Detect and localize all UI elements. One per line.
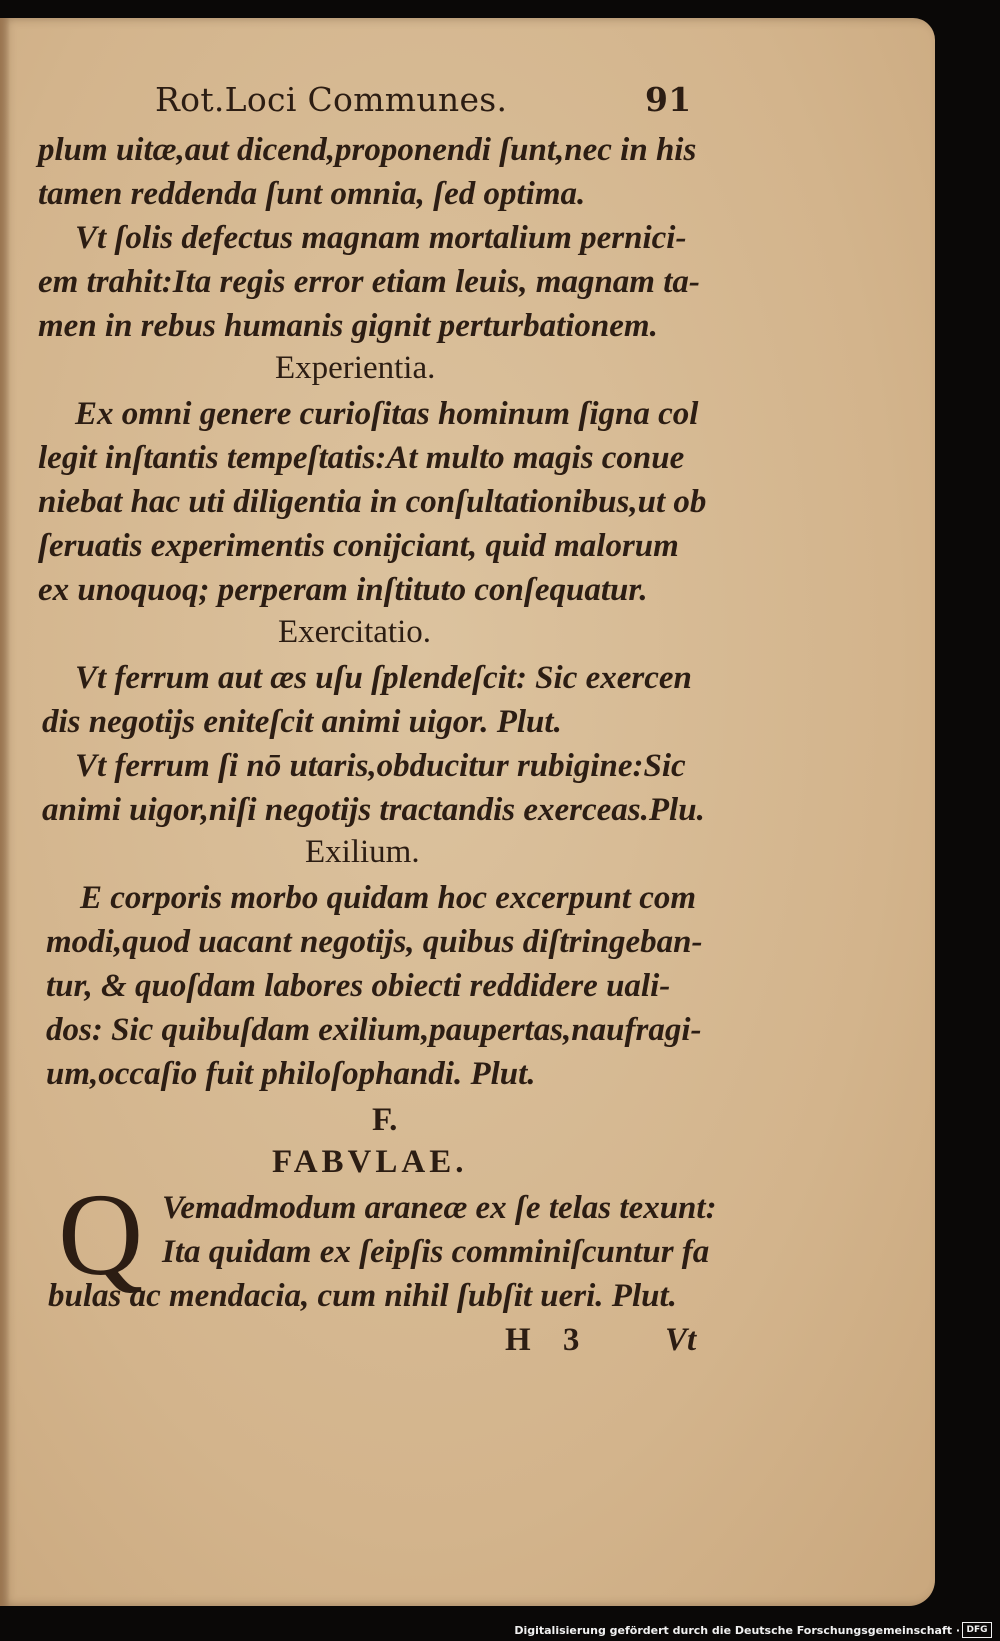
- catchword: Vt: [665, 1322, 697, 1358]
- section-heading: FABVLAE.: [272, 1144, 468, 1180]
- body-line: tamen reddenda ſunt omnia, ſed optima.: [38, 176, 586, 212]
- funding-credit: Digitalisierung gefördert durch die Deutsche Forschungsgemeinschaft ·: [514, 1624, 960, 1637]
- body-line: Vt ferrum ſi nō utaris,obducitur rubigine:Sic: [75, 748, 686, 784]
- running-head-title: Rot.Loci Communes.: [155, 80, 508, 119]
- body-line: Ita quidam ex ſeipſis comminiſcuntur fa: [162, 1234, 710, 1270]
- body-line: modi,quod uacant negotijs, quibus diſtringeban-: [46, 924, 703, 960]
- body-line: niebat hac uti diligentia in conſultationibus,ut ob: [38, 484, 707, 520]
- body-line: Vemadmodum araneæ ex ſe telas texunt:: [162, 1190, 717, 1226]
- letter-heading: F.: [372, 1102, 398, 1138]
- body-line: tur, & quoſdam labores obiecti reddidere uali-: [46, 968, 671, 1004]
- body-line: ex unoquoq; perperam inſtituto conſequatur.: [38, 572, 648, 608]
- body-line: legit inſtantis tempeſtatis:At multo magis conue: [38, 440, 685, 476]
- page-gutter-shadow: [0, 18, 10, 1606]
- section-heading: Exilium.: [305, 834, 420, 870]
- signature-mark: H 3: [505, 1322, 580, 1358]
- body-line: animi uigor,niſi negotijs tractandis exerceas.Plu.: [42, 792, 705, 828]
- body-line: bulas ac mendacia, cum nihil ſubſit ueri. Plut.: [48, 1278, 677, 1314]
- body-line: dos: Sic quibuſdam exilium,paupertas,naufragi-: [46, 1012, 702, 1048]
- drop-capital: Q: [58, 1169, 144, 1300]
- body-line: ſeruatis experimentis conijciant, quid malorum: [38, 528, 679, 564]
- body-line: E corporis morbo quidam hoc excerpunt com: [80, 880, 697, 916]
- page-number: 91: [645, 80, 692, 119]
- body-line: Ex omni genere curioſitas hominum ſigna col: [75, 396, 699, 432]
- dfg-logo: DFG: [962, 1622, 992, 1638]
- section-heading: Experientia.: [275, 350, 436, 386]
- body-line: dis negotijs eniteſcit animi uigor. Plut.: [42, 704, 562, 740]
- body-line: Vt ſolis defectus magnam mortalium pernici-: [75, 220, 687, 256]
- section-heading: Exercitatio.: [278, 614, 432, 650]
- body-line: plum uitæ,aut dicend,proponendi ſunt,nec in his: [38, 132, 697, 168]
- body-line: um,occaſio fuit philoſophandi. Plut.: [46, 1056, 536, 1092]
- body-line: em trahit:Ita regis error etiam leuis, magnam ta-: [38, 264, 700, 300]
- body-line: men in rebus humanis gignit perturbationem.: [38, 308, 658, 344]
- body-line: Vt ferrum aut æs uſu ſplendeſcit: Sic exercen: [75, 660, 692, 696]
